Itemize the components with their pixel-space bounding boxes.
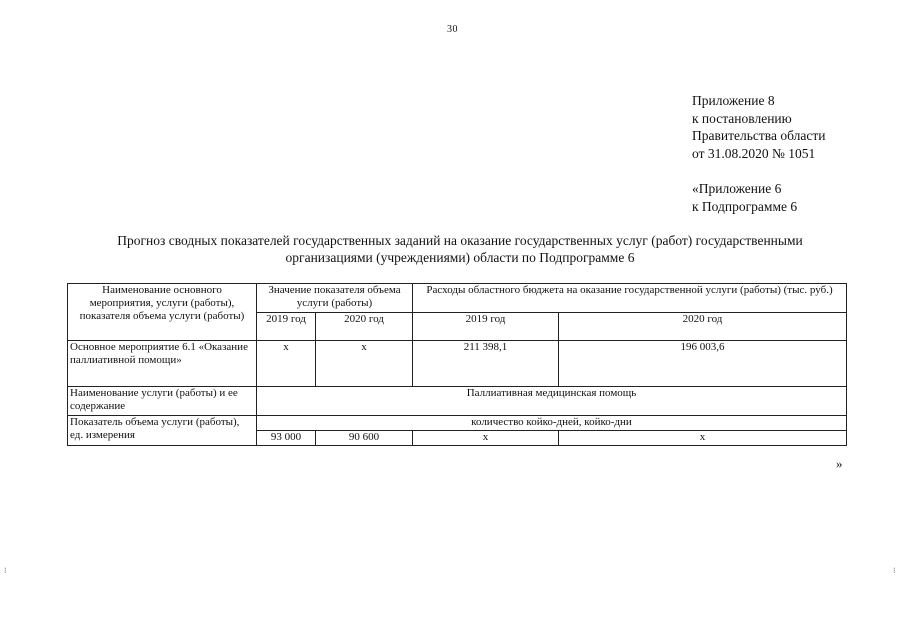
appendix-subheader [692, 180, 892, 215]
table-row [68, 416, 847, 431]
row-name-cell: Показатель объема услуги (работы), ед. измерения [68, 416, 257, 446]
appendix-line: «Приложение 6 [692, 181, 782, 196]
value-cell: x [316, 341, 413, 387]
header-year-cell: 2020 год [316, 313, 413, 341]
row-name-cell: Основное мероприятие 6.1 «Оказание паллиативной помощи» [68, 341, 257, 387]
value-cell: 90 600 [316, 431, 413, 446]
header-volume-group: Значение показателя объема услуги (работы) [257, 284, 413, 313]
indicators-table [67, 283, 847, 446]
table-row [68, 387, 847, 416]
title-line-2: организациями (учреждениями) области по Подпрограмме 6 [285, 250, 635, 265]
header-year-cell: 2020 год [559, 313, 847, 341]
page-number: 30 [447, 24, 458, 35]
value-cell: 196 003,6 [559, 341, 847, 387]
value-cell: x [413, 431, 559, 446]
appendix-line: от 31.08.2020 № 1051 [692, 145, 816, 161]
table-header-row [68, 284, 847, 313]
unit-cell: количество койко-дней, койко-дни [257, 416, 847, 431]
header-year-cell: 2019 год [257, 313, 316, 341]
header-name-cell: Наименование основного мероприятия, услуги (работы), показателя объема услуги (работы) [68, 284, 257, 341]
scan-edge-mark: ⁝ [893, 566, 896, 575]
scan-edge-mark: ⁝ [4, 566, 7, 575]
closing-quote: » [836, 456, 843, 471]
value-cell: x [559, 431, 847, 446]
header-expenses-group: Расходы областного бюджета на оказание государственной услуги (работы) (тыс. руб.) [413, 284, 847, 313]
value-cell: 93 000 [257, 431, 316, 446]
appendix-line: к Подпрограмме 6 [692, 198, 798, 214]
document-title [40, 232, 880, 266]
row-name-cell: Наименование услуги (работы) и ее содержание [68, 387, 257, 416]
title-line-1: Прогноз сводных показателей государственных заданий на оказание государственных услуг (работ) государственными [117, 233, 803, 248]
appendix-line: Правительства области [692, 128, 826, 143]
appendix-header [692, 92, 892, 162]
header-year-cell: 2019 год [413, 313, 559, 341]
value-cell: x [257, 341, 316, 387]
appendix-line: Приложение 8 [692, 93, 775, 108]
value-cell: 211 398,1 [413, 341, 559, 387]
service-name-cell: Паллиативная медицинская помощь [257, 387, 847, 416]
appendix-line: к постановлению [692, 110, 792, 126]
table-row [68, 341, 847, 387]
